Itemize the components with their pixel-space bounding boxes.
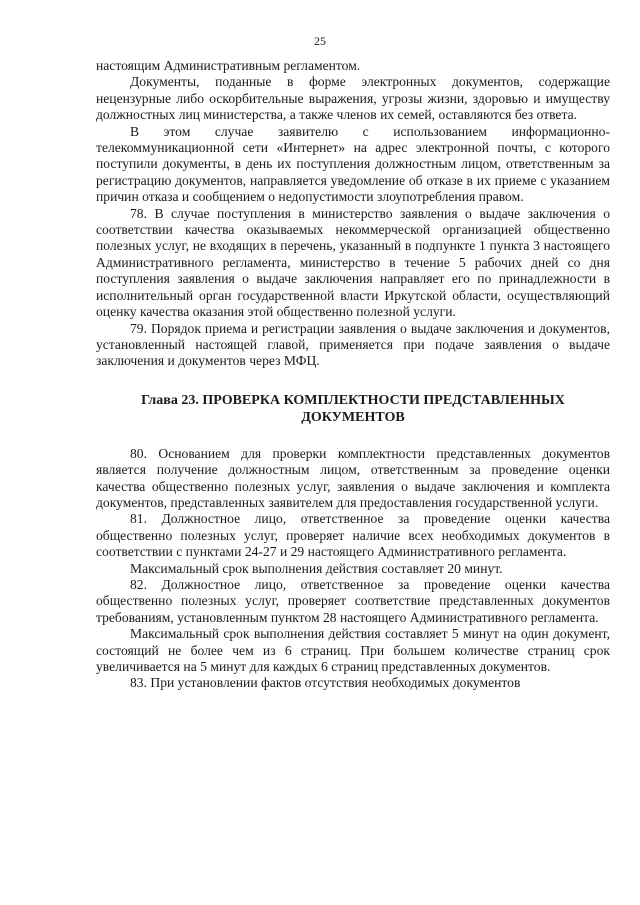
paragraphs-before-chapter: [96, 58, 610, 370]
paragraph: Максимальный срок выполнения действия составляет 20 минут.: [130, 560, 503, 576]
paragraph: В этом случае заявителю с использованием информационно-телекоммуникационной сети «Интернет» на адрес электронной почты, с которого поступили документы, в день их поступления должностным лицом, ответственным за регистрацию документов, направляется уведомление об отказе в их приеме с указанием причин отказа и сообщением о недопустимости злоупотребления правом.: [96, 123, 610, 205]
paragraph-80: 80. Основанием для проверки комплектности представленных документов является получение должностным лицом, ответственным за проведение оценки качества общественно полезных услуг, заявления о выдаче заключения и комплекта документов, представленных заявителем для предоставления государственной услуги.: [96, 445, 610, 510]
page-number: 25: [314, 34, 326, 48]
paragraph-79: 79. Порядок приема и регистрации заявления о выдаче заключения и документов, установленный настоящей главой, применяется при подаче заявления о выдаче заключения и документов через МФЦ.: [96, 320, 610, 369]
paragraph-81: 81. Должностное лицо, ответственное за проведение оценки качества общественно полезных услуг, проверяет наличие всех необходимых документов в соответствии с пунктами 24-27 и 29 настоящего Административного регламента.: [96, 511, 610, 560]
paragraph: настоящим Административным регламентом.: [96, 58, 361, 73]
paragraph-82: 82. Должностное лицо, ответственное за проведение оценки качества общественно полезных услуг, проверяет соответствие представленных документов требованиям, установленным пунктом 28 настоящего Административного регламента.: [96, 576, 610, 625]
paragraph-83: 83. При установлении фактов отсутствия необходимых документов: [130, 675, 521, 691]
paragraph: Максимальный срок выполнения действия составляет 5 минут на один документ, состоящий не более чем из 6 страниц. При большем количестве страниц срок увеличивается на 5 минут для каждых 6 страниц представленных документов.: [96, 626, 610, 674]
paragraphs-after-chapter: [96, 446, 610, 692]
chapter-heading: Глава 23. ПРОВЕРКА КОМПЛЕКТНОСТИ ПРЕДСТАВЛЕННЫХ ДОКУМЕНТОВ: [141, 392, 565, 425]
paragraph-78: 78. В случае поступления в министерство заявления о выдаче заключения о соответствии качества оказываемых некоммерческой организацией общественно полезных услуг, не входящих в перечень, указанный в подпункте 1 пункта 3 настоящего Административного регламента, министерство в течение 5 рабочих дней со дня поступления заявления о выдаче заключения направляет его по принадлежности в исполнительный орган государственной власти Иркутской области, осуществляющий оценку качества оказания этой общественно полезной услуги.: [96, 205, 610, 320]
paragraph: Документы, поданные в форме электронных документов, содержащие нецензурные либо оскорбительные выражения, угрозы жизни, здоровью и имуществу должностных лиц министерства, а также членов их семей, оставляются без ответа.: [96, 74, 610, 123]
document-body: [96, 58, 610, 692]
